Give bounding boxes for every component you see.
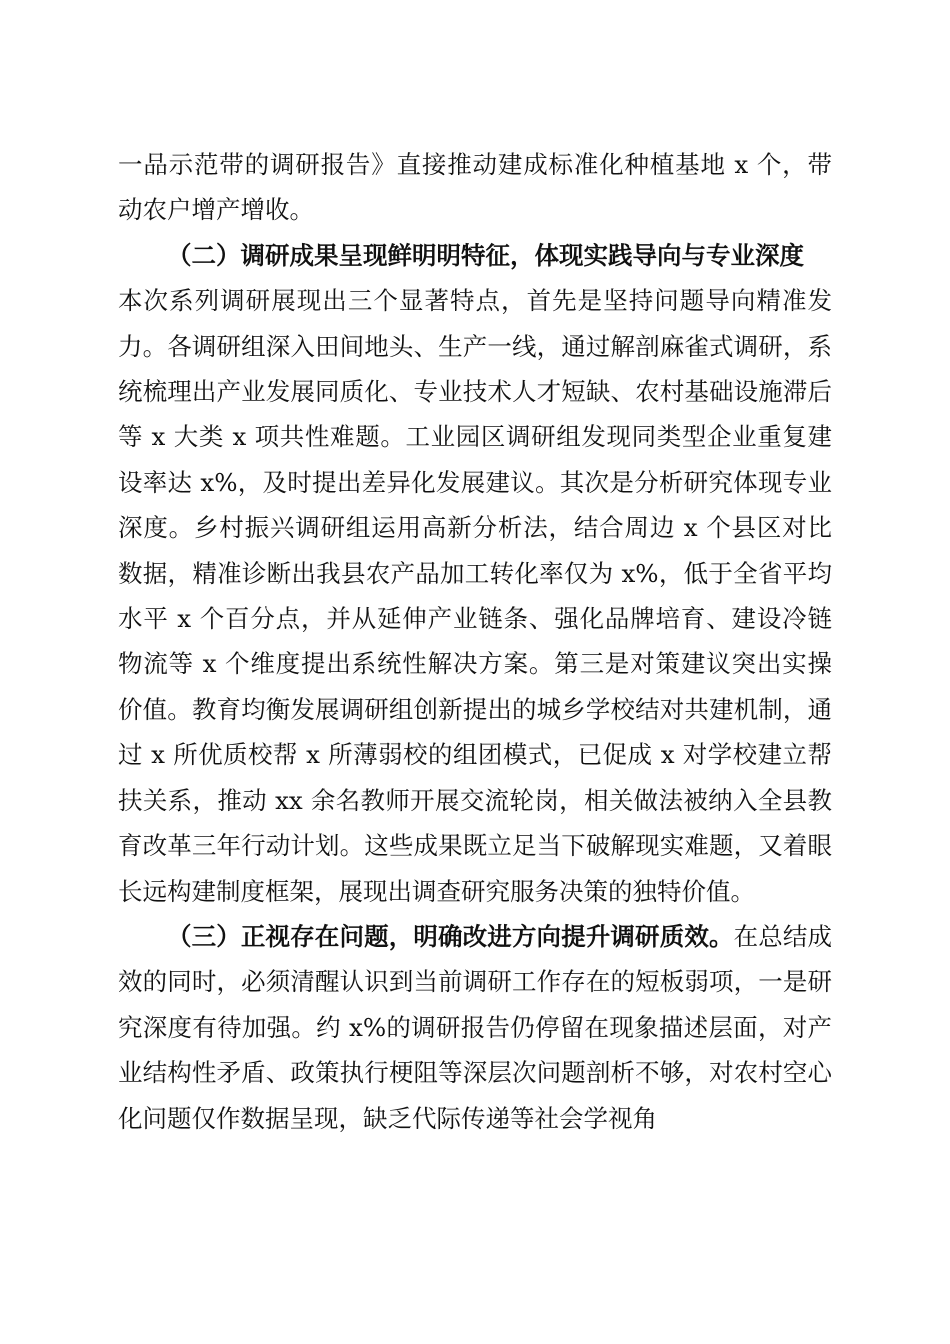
section-heading-2: （二）调研成果呈现鲜明明特征，体现实践导向与专业深度: [167, 240, 804, 270]
document-body: [118, 142, 832, 1141]
section-body-3: 在总结成效的同时，必须清醒认识到当前调研工作存在的短板弱项，一是研究深度有待加强。约 x%的调研报告仍停留在现象描述层面，对产业结构性矛盾、政策执行梗阻等深层次问题剖析不够，对农村空心化问题仅作数据呈现，缺乏代际传递等社会学视角: [118, 921, 832, 1133]
paragraph-continued: 一品示范带的调研报告》直接推动建成标准化种植基地 x 个，带动农户增产增收。: [118, 150, 832, 225]
section-body-2: 本次系列调研展现出三个显著特点，首先是坚持问题导向精准发力。各调研组深入田间地头、生产一线，通过解剖麻雀式调研，系统梳理出产业发展同质化、专业技术人才短缺、农村基础设施滞后等 x 大类 x 项共性难题。工业园区调研组发现同类型企业重复建设率达 x%，及时提出差异化发展建议。其次是分析研究体现专业深度。乡村振兴调研组运用高新分析法，结合周边 x 个县区对比数据，精准诊断出我县农产品加工转化率仅为 x%，低于全省平均水平 x 个百分点，并从延伸产业链条、强化品牌培育、建设冷链物流等 x 个维度提出系统性解决方案。第三是对策建议突出实操价值。教育均衡发展调研组创新提出的城乡学校结对共建机制，通过 x 所优质校帮 x 所薄弱校的组团模式，已促成 x 对学校建立帮扶关系，推动 xx 余名教师开展交流轮岗，相关做法被纳入全县教育改革三年行动计划。这些成果既立足当下破解现实难题，又着眼长远构建制度框架，展现出调查研究服务决策的独特价值。: [118, 286, 832, 906]
section-paragraph-3: [118, 914, 832, 1141]
section-heading-3: （三）正视存在问题，明确改进方向提升调研质效。: [167, 921, 734, 951]
